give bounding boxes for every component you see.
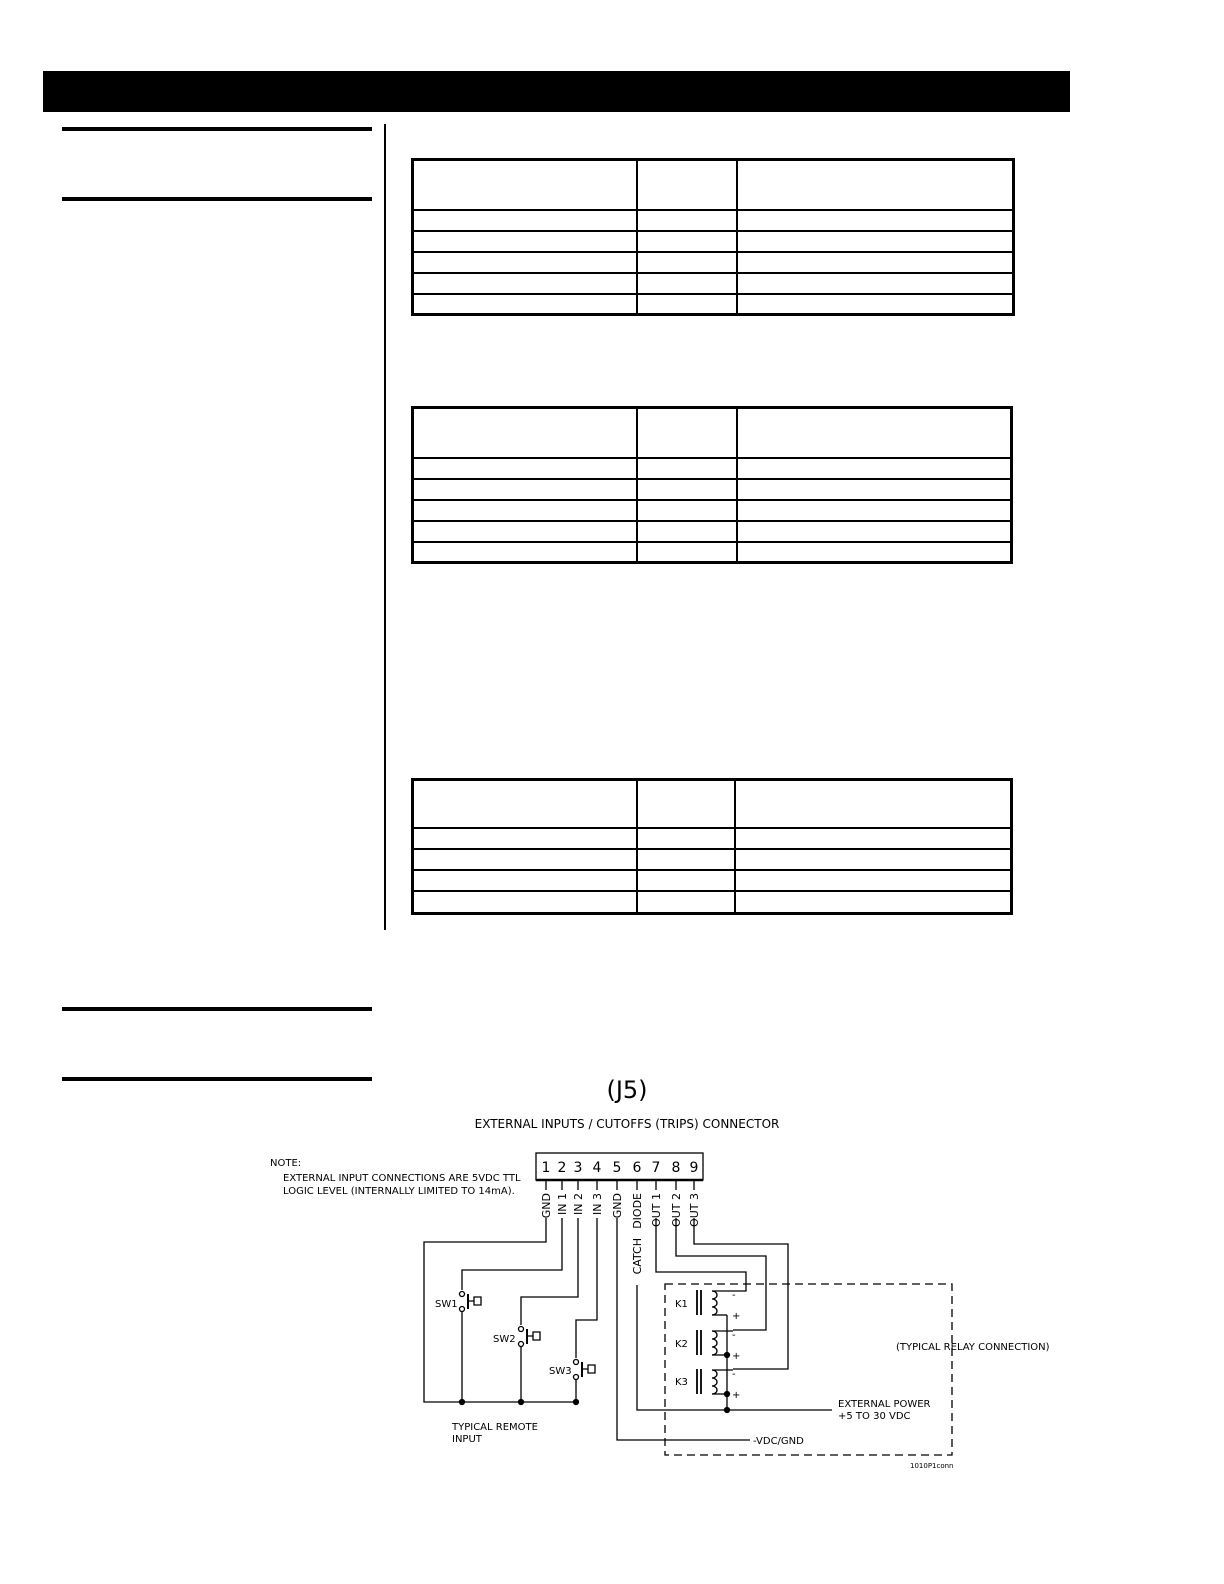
relay-label-k1: K1 xyxy=(675,1299,688,1310)
typical-relay-label: (TYPICAL RELAY CONNECTION) xyxy=(896,1342,1050,1353)
switch-sw1 xyxy=(460,1292,482,1312)
section-rule-bottom xyxy=(62,197,372,201)
pin-number-2: 2 xyxy=(557,1160,567,1176)
spec-table-1 xyxy=(411,158,1015,316)
header-bar xyxy=(43,71,1070,112)
in3-wire xyxy=(576,1218,597,1358)
pin-number-8: 8 xyxy=(671,1160,681,1176)
typical-remote-line-2: INPUT xyxy=(452,1434,482,1445)
pin-number-3: 3 xyxy=(573,1160,583,1176)
pin-label-2: IN 1 xyxy=(556,1193,569,1215)
relay-label-k3: K3 xyxy=(675,1377,688,1388)
switch-sw2 xyxy=(519,1327,541,1347)
pin-label-8: OUT 2 xyxy=(670,1193,683,1227)
pin-number-6: 6 xyxy=(632,1160,642,1176)
typical-relay-box xyxy=(665,1284,952,1455)
note-label: NOTE: xyxy=(270,1158,302,1169)
relay-k1 xyxy=(697,1290,733,1315)
pin-label-5: GND xyxy=(611,1193,624,1219)
pin-label-3: IN 2 xyxy=(572,1193,585,1215)
pin-label-1: GND xyxy=(540,1193,553,1219)
svg-text:-: - xyxy=(732,1330,736,1341)
switch-label-sw3: SW3 xyxy=(549,1366,572,1377)
out1-wire xyxy=(656,1218,746,1291)
pin-label-7: OUT 1 xyxy=(650,1193,663,1227)
note-line-2: LOGIC LEVEL (INTERNALLY LIMITED TO 14mA). xyxy=(283,1186,515,1197)
svg-text:-: - xyxy=(732,1290,736,1301)
ext-power-line-1: EXTERNAL POWER xyxy=(838,1399,931,1410)
spec-table-2 xyxy=(411,406,1013,564)
section-rule-top-2 xyxy=(62,1007,372,1011)
switch-label-sw1: SW1 xyxy=(435,1299,458,1310)
ext-power-line-2: +5 TO 30 VDC xyxy=(838,1411,911,1422)
catch-label: CATCH xyxy=(631,1238,644,1275)
switch-label-sw2: SW2 xyxy=(493,1334,516,1345)
pin-number-7: 7 xyxy=(651,1160,661,1176)
spec-table-3 xyxy=(411,778,1013,915)
connector-id: (J5) xyxy=(606,1076,648,1104)
out2-wire xyxy=(676,1218,766,1330)
pin-number-1: 1 xyxy=(541,1160,551,1176)
j5-connector-diagram xyxy=(250,1068,1080,1478)
out3-wire xyxy=(694,1218,788,1369)
pin-number-5: 5 xyxy=(612,1160,622,1176)
note-line-1: EXTERNAL INPUT CONNECTIONS ARE 5VDC TTL xyxy=(283,1173,521,1184)
pin-number-9: 9 xyxy=(689,1160,699,1176)
svg-text:+: + xyxy=(732,1351,741,1362)
relay-label-k2: K2 xyxy=(675,1339,688,1350)
in2-wire xyxy=(521,1218,578,1325)
connector-title: EXTERNAL INPUTS / CUTOFFS (TRIPS) CONNECTOR xyxy=(474,1117,780,1131)
svg-text:+: + xyxy=(732,1311,741,1322)
section-rule-top xyxy=(62,127,372,131)
pin-number-4: 4 xyxy=(592,1160,602,1176)
typical-remote-line-1: TYPICAL REMOTE xyxy=(452,1422,538,1433)
pin-label-6: DIODE xyxy=(631,1193,644,1229)
pin-label-9: OUT 3 xyxy=(688,1193,701,1227)
pin-label-4: IN 3 xyxy=(591,1193,604,1215)
vdc-gnd-label: -VDC/GND xyxy=(753,1436,804,1447)
figure-id: 1010P1conn xyxy=(910,1462,954,1470)
switch-sw3 xyxy=(574,1360,596,1380)
in1-wire xyxy=(462,1218,562,1290)
svg-text:-: - xyxy=(732,1369,736,1380)
svg-text:+: + xyxy=(732,1390,741,1401)
column-divider xyxy=(384,124,386,930)
